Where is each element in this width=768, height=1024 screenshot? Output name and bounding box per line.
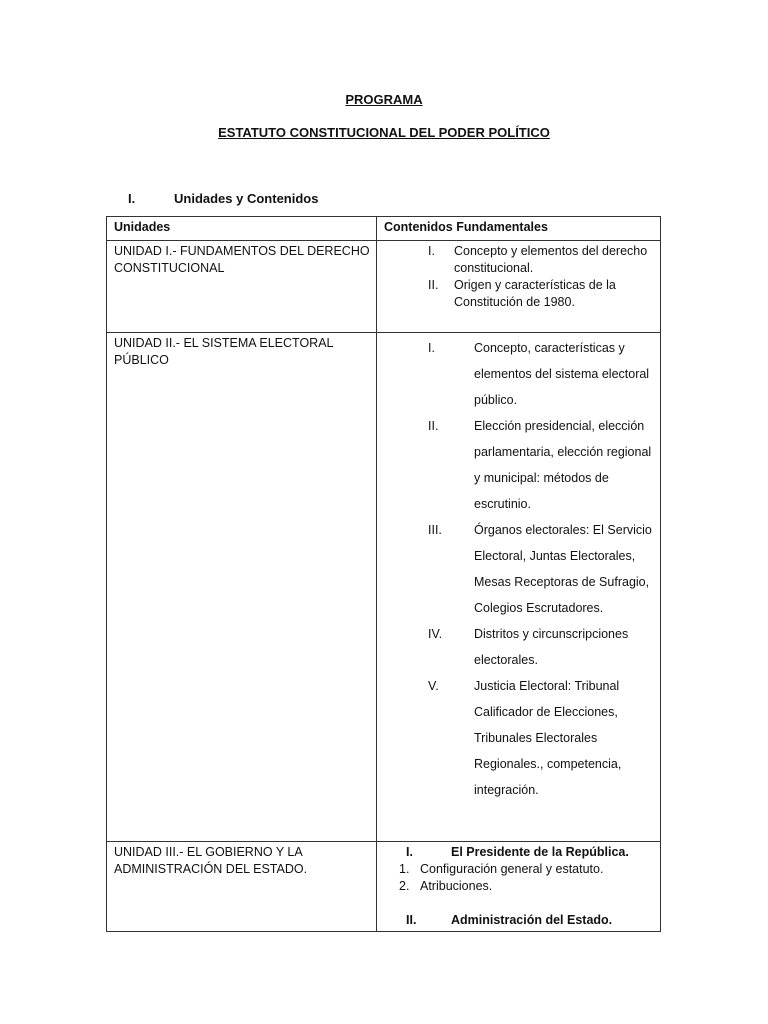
spacer (384, 895, 654, 912)
list-item (399, 878, 654, 895)
unit-3-heading-2 (384, 912, 654, 929)
unit-1-list (384, 243, 654, 311)
item-text: Elección presidencial, elección parlamentaria, elección regional y municipal: métodos de escrutinio. (474, 419, 652, 511)
list-item (428, 517, 654, 621)
section-heading (128, 191, 318, 206)
item-number: 1. (399, 862, 410, 876)
unit-3-list (384, 861, 654, 895)
table-row (107, 241, 661, 333)
unit-3-contents (377, 842, 661, 932)
item-text: Concepto, características y elementos del sistema electoral público. (474, 341, 650, 407)
item-number: 2. (399, 879, 410, 893)
heading-number: II. (406, 913, 417, 927)
item-text: Configuración general y estatuto. (420, 862, 604, 876)
unit-2-list (384, 335, 654, 803)
item-text: Distritos y circunscripciones electorales. (474, 627, 629, 667)
list-item (428, 277, 654, 311)
item-number: I. (428, 341, 435, 355)
list-item (428, 413, 654, 517)
units-table (106, 216, 661, 932)
unit-3-name: UNIDAD III.- EL GOBIERNO Y LA ADMINISTRACIÓN DEL ESTADO. (107, 842, 377, 932)
list-item (428, 243, 654, 277)
item-number: I. (428, 244, 435, 258)
unit-1-contents (377, 241, 661, 333)
heading-number: I. (406, 845, 413, 859)
table-row (107, 333, 661, 842)
item-text: Órganos electorales: El Servicio Electoral, Juntas Electorales, Mesas Receptoras de Sufragio, Colegios Escrutadores. (474, 523, 652, 615)
list-item (428, 673, 654, 803)
page-subtitle: ESTATUTO CONSTITUCIONAL DEL PODER POLÍTICO (218, 125, 550, 140)
page-title: PROGRAMA (345, 92, 423, 107)
heading-text: El Presidente de la República. (451, 845, 629, 859)
list-item (428, 335, 654, 413)
section-label: Unidades y Contenidos (174, 191, 319, 206)
item-number: II. (428, 419, 439, 433)
item-number: IV. (428, 627, 443, 641)
unit-2-contents (377, 333, 661, 842)
header-units: Unidades (107, 217, 377, 241)
item-text: Concepto y elementos del derecho constitucional. (454, 244, 648, 275)
table-header-row (107, 217, 661, 241)
item-number: II. (428, 278, 439, 292)
item-number: III. (428, 523, 442, 537)
section-number: I. (128, 191, 136, 206)
item-number: V. (428, 679, 439, 693)
unit-3-heading-1 (384, 844, 654, 861)
item-text: Justicia Electoral: Tribunal Calificador de Elecciones, Tribunales Electorales Regionales., competencia, integración. (474, 679, 622, 797)
list-item (399, 861, 654, 878)
item-text: Atribuciones. (420, 879, 493, 893)
list-item (428, 621, 654, 673)
table-row (107, 842, 661, 932)
item-text: Origen y características de la Constitución de 1980. (454, 278, 616, 309)
heading-text: Administración del Estado. (451, 913, 613, 927)
unit-1-name: UNIDAD I.- FUNDAMENTOS DEL DERECHO CONSTITUCIONAL (107, 241, 377, 333)
header-contents: Contenidos Fundamentales (377, 217, 661, 241)
unit-2-name: UNIDAD II.- EL SISTEMA ELECTORAL PÚBLICO (107, 333, 377, 842)
